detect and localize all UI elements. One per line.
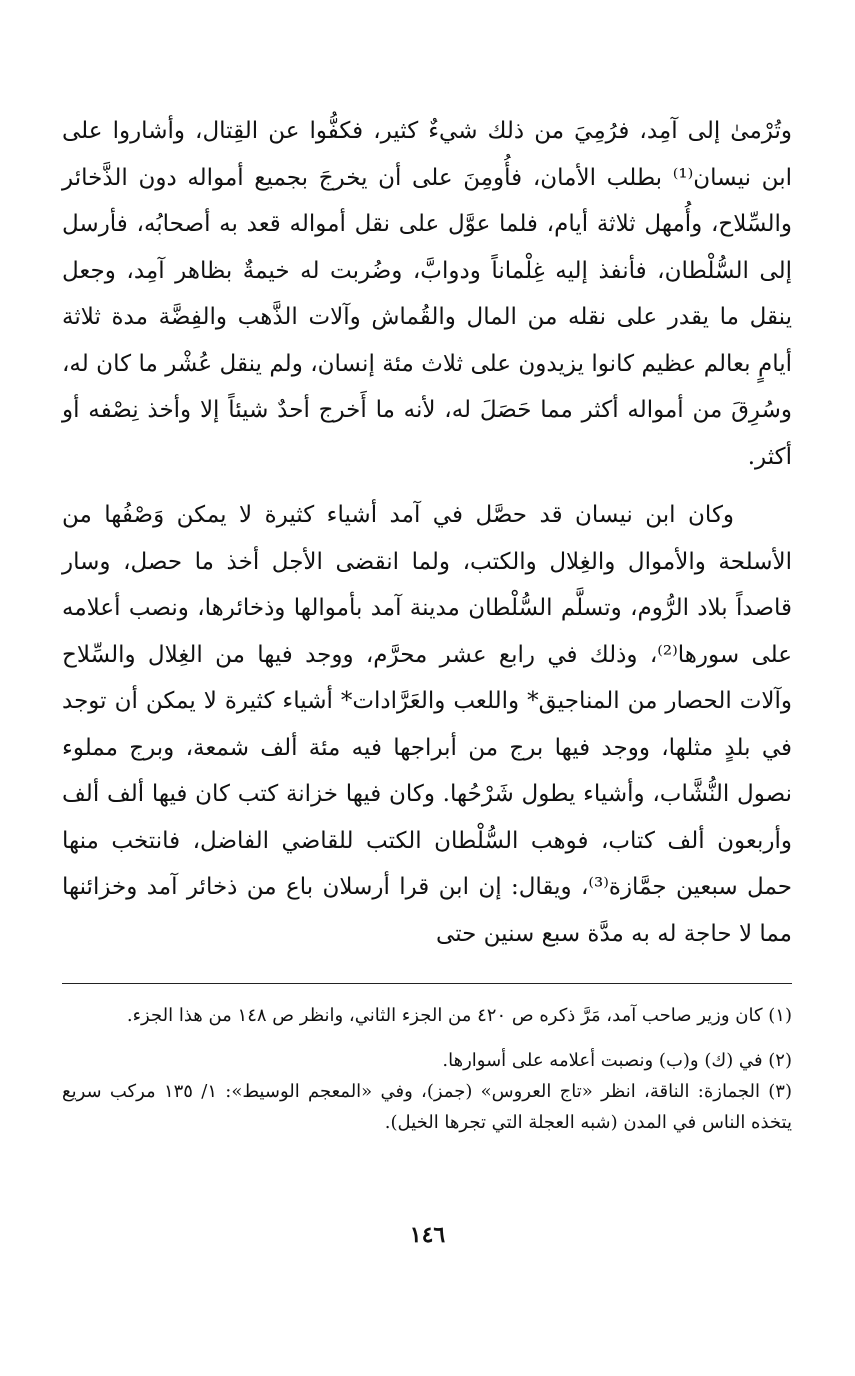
page-number: ١٤٦ xyxy=(409,1222,446,1248)
main-text xyxy=(62,108,792,957)
footnote-2: (٢) في (ك) و(ب) ونصبت أعلامه على أسوارها. xyxy=(442,1050,792,1071)
paragraph-2: وكان ابن نيسان قد حصَّل في آمد أشياء كثيرة لا يمكن وَصْفُها من الأسلحة والأموال والغِلال والكتب، ولما انقضى الأجل أخذ ما حصل، وسار قاصداً بلاد الرُّوم، وتسلَّم السُّلْطان مدينة آمد بأموالها وذخائرها، ونصب أعلامه على سورها⁽²⁾، وذلك في رابع عشر محرَّم، ووجد فيها من الغِلال والسِّلاح وآلات الحصار من المناجيق* واللعب والعَرَّادات* أشياء كثيرة لا يمكن أن توجد في بلدٍ مثلها، ووجد فيها برج من أبراجها فيه مئة ألف شمعة، وبرج مملوء نصول النُّشَّاب، وأشياء يطول شَرْحُها. وكان فيها خزانة كتب كان فيها ألف ألف وأربعون ألف كتاب، فوهب السُّلْطان الكتب للقاضي الفاضل، فانتخب منها حمل سبعين جمَّازة⁽³⁾، ويقال: إن ابن قرا أرسلان باع من ذخائر آمد وخزائنها مما لا حاجة له به مدَّة سبع سنين حتى xyxy=(62,502,792,947)
footnotes xyxy=(62,1000,792,1138)
footnote-3: (٣) الجمازة: الناقة، انظر «تاج العروس» (جمز)، وفي «المعجم الوسيط»: ١/ ١٣٥ مركب سريع يتخذه الناس في المدن (شبه العجلة التي تجرها الخيل). xyxy=(62,1081,792,1133)
paragraph-1: وتُرْمىٰ إلى آمِد، فرُمِيَ من ذلك شيءٌ كثير، فكفُّوا عن القِتال، وأشاروا على ابن نيسان⁽¹⁾ بطلب الأمان، فأُومِنَ على أن يخرجَ بجميع أمواله دون الذَّخائر والسِّلاح، وأُمهل ثلاثة أيام، فلما عوَّل على نقل أمواله قعد به أصحابُه، فأرسل إلى السُّلْطان، فأنفذ إليه غِلْماناً ودوابَّ، وضُربت له خيمةٌ بظاهر آمِد، وجعل ينقل ما يقدر على نقله من المال والقُماش وآلات الذَّهب والفِضَّة مدة ثلاثة أيامٍ بعالم عظيم كانوا يزيدون على ثلاث مئة إنسان، ولم ينقل عُشْر ما كان له، وسُرِقَ من أمواله أكثر مما حَصَلَ له، لأنه ما أَخرج أحدٌ شيئاً إلا وأخذ نِصْفه أو أكثر. xyxy=(62,118,792,470)
footnote-1: (١) كان وزير صاحب آمد، مَرَّ ذكره ص ٤٢٠ من الجزء الثاني، وانظر ص ١٤٨ من هذا الجزء. xyxy=(126,1005,792,1026)
footnote-divider xyxy=(62,983,792,984)
